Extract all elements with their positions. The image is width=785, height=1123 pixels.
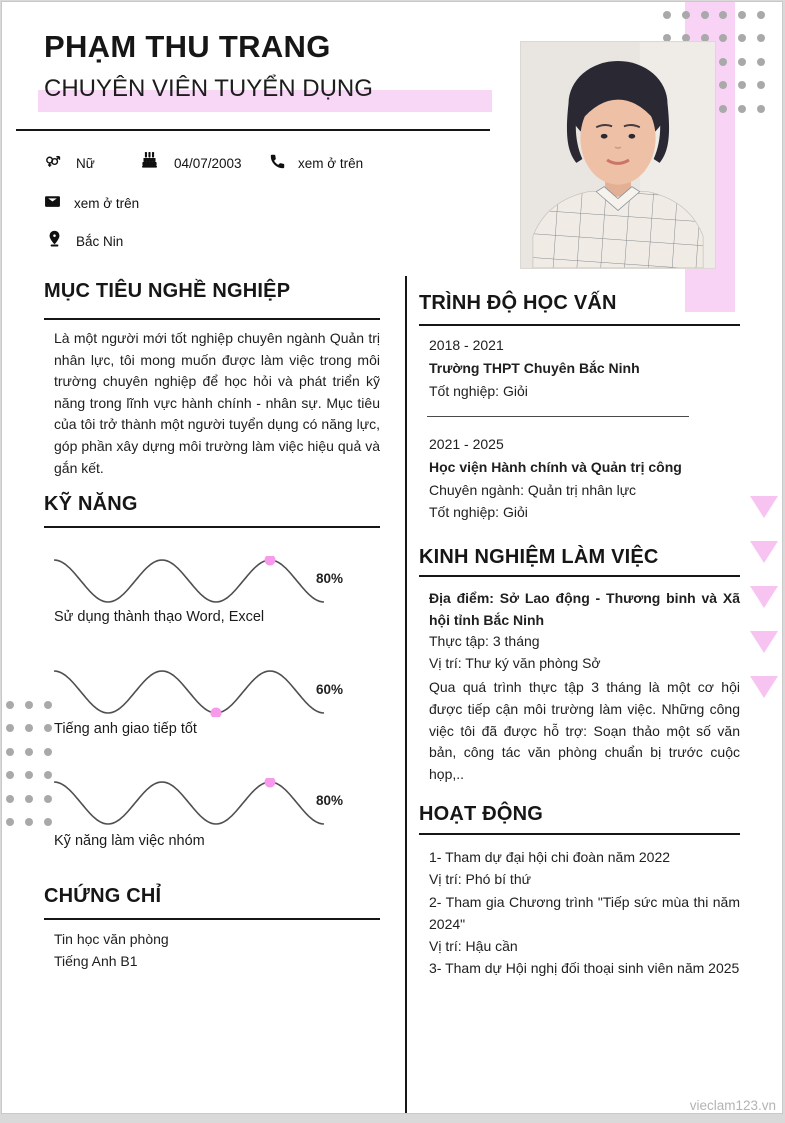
dot: [44, 795, 52, 803]
dot: [738, 11, 746, 19]
triangle-icon: [750, 631, 778, 653]
skill-percent: 60%: [316, 682, 344, 697]
objective-rule: [44, 318, 380, 320]
triangle-icon: [750, 496, 778, 518]
activity-line: 1- Tham dự đại hội chi đoàn năm 2022: [429, 849, 671, 865]
experience-heading: KINH NGHIỆM LÀM VIỆC: [419, 546, 659, 568]
dot: [44, 701, 52, 709]
dot: [25, 748, 33, 756]
experience-duration: Thực tập: 3 tháng: [429, 633, 540, 649]
dot: [25, 818, 33, 826]
certificate-item: Tin học văn phòng: [54, 931, 169, 947]
dot: [757, 81, 765, 89]
skill-label: Kỹ năng làm việc nhóm: [54, 833, 205, 849]
education-period: 2021 - 2025: [429, 436, 504, 452]
header-rule: [16, 129, 490, 131]
gender-value: Nữ: [76, 156, 95, 171]
skill-wave-chart: [54, 778, 324, 828]
birthday-cake-icon: [141, 152, 158, 169]
education-grade: Tốt nghiệp: Giỏi: [429, 383, 528, 399]
education-rule: [419, 324, 740, 326]
dot: [6, 724, 14, 732]
skill-wave-chart: [54, 556, 324, 606]
dot: [757, 58, 765, 66]
experience-location: Địa điểm: Sở Lao động - Thương binh và Xã hội tỉnh Bắc Ninh: [429, 590, 740, 628]
dot: [6, 771, 14, 779]
email-value: xem ở trên: [74, 196, 140, 211]
dot: [25, 771, 33, 779]
skills-heading: KỸ NĂNG: [44, 493, 138, 515]
dot: [44, 748, 52, 756]
education-school: Trường THPT Chuyên Bắc Ninh: [429, 360, 640, 376]
education-major: Chuyên ngành: Quản trị nhân lực: [429, 482, 637, 498]
watermark: vieclam123.vn: [689, 1098, 776, 1113]
dot: [738, 58, 746, 66]
education-separator: [427, 416, 689, 417]
dot: [6, 818, 14, 826]
certificates-heading: CHỨNG CHỈ: [44, 885, 162, 907]
location-pin-icon: [46, 230, 63, 247]
triangle-icon: [750, 676, 778, 698]
column-divider: [405, 276, 407, 1114]
education-grade: Tốt nghiệp: Giỏi: [429, 504, 528, 520]
cv-page: [1, 1, 783, 1114]
dot: [757, 105, 765, 113]
dot: [6, 701, 14, 709]
dot: [6, 795, 14, 803]
activities-rule: [419, 833, 740, 835]
dot: [738, 105, 746, 113]
dot: [663, 11, 671, 19]
dot: [44, 818, 52, 826]
activities-heading: HOẠT ĐỘNG: [419, 803, 544, 825]
dot: [757, 11, 765, 19]
skill-wave-chart: [54, 667, 324, 717]
dot: [701, 11, 709, 19]
dot: [6, 748, 14, 756]
experience-rule: [419, 575, 740, 577]
objective-heading: MỤC TIÊU NGHỀ NGHIỆP: [44, 280, 291, 302]
education-school: Học viện Hành chính và Quản trị công: [429, 459, 682, 475]
skill-label: Sử dụng thành thạo Word, Excel: [54, 609, 265, 625]
experience-description: Qua quá trình thực tập 3 tháng là một cơ hội được tiếp cận môi trường làm việc. Những công việc tôi đã được hỗ trợ: Soạn thảo một số văn bản, công tác văn phòng chuẩn bị trước cuộc họp,..: [429, 679, 740, 783]
birthday-value: 04/07/2003: [174, 156, 242, 171]
triangle-icon: [750, 541, 778, 563]
phone-value: xem ở trên: [298, 156, 364, 171]
dot: [25, 724, 33, 732]
phone-icon: [269, 153, 286, 170]
email-icon: [44, 193, 61, 210]
gender-icon: [44, 153, 61, 170]
profile-photo: [520, 41, 716, 269]
dot: [25, 795, 33, 803]
objective-body: Là một người mới tốt nghiệp chuyên ngành Quản trị nhân lực, tôi mong muốn được làm việc trong môi trường chuyên nghiệp để học hỏi và phát triển kỹ năng trong lĩnh vực hành chính - nhân sự. Mục tiêu của tôi trở thành một người tuyển dụng có năng lực, góp phần xây dựng môi trường làm việc hiệu quả và gắn kết.: [54, 330, 380, 476]
education-heading: TRÌNH ĐỘ HỌC VẤN: [419, 292, 617, 314]
dot: [757, 34, 765, 42]
experience-position: Vị trí: Thư ký văn phòng Sở: [429, 655, 601, 671]
skill-label: Tiếng anh giao tiếp tốt: [54, 721, 197, 737]
address-value: Bắc Nin: [76, 234, 124, 249]
activity-line: 2- Tham gia Chương trình "Tiếp sức mùa thi năm 2024": [429, 893, 740, 932]
dot: [738, 81, 746, 89]
skill-percent: 80%: [316, 571, 344, 586]
dot: [682, 11, 690, 19]
certificate-item: Tiếng Anh B1: [54, 953, 138, 969]
dot: [719, 105, 727, 113]
job-title: CHUYÊN VIÊN TUYỂN DỤNG: [44, 75, 373, 102]
dot: [25, 701, 33, 709]
activities-list: [429, 846, 740, 980]
dot: [738, 34, 746, 42]
education-period: 2018 - 2021: [429, 337, 504, 353]
activity-line: 3- Tham dự Hội nghị đối thoại sinh viên năm 2025: [429, 960, 740, 977]
activity-line: Vị trí: Phó bí thứ: [429, 871, 531, 888]
candidate-name: PHẠM THU TRANG: [44, 29, 331, 64]
dot: [44, 771, 52, 779]
skills-rule: [44, 526, 380, 528]
certificates-rule: [44, 918, 380, 920]
skill-percent: 80%: [316, 793, 344, 808]
activity-line: Vị trí: Hậu cần: [429, 938, 518, 955]
triangle-icon: [750, 586, 778, 608]
dot: [44, 724, 52, 732]
